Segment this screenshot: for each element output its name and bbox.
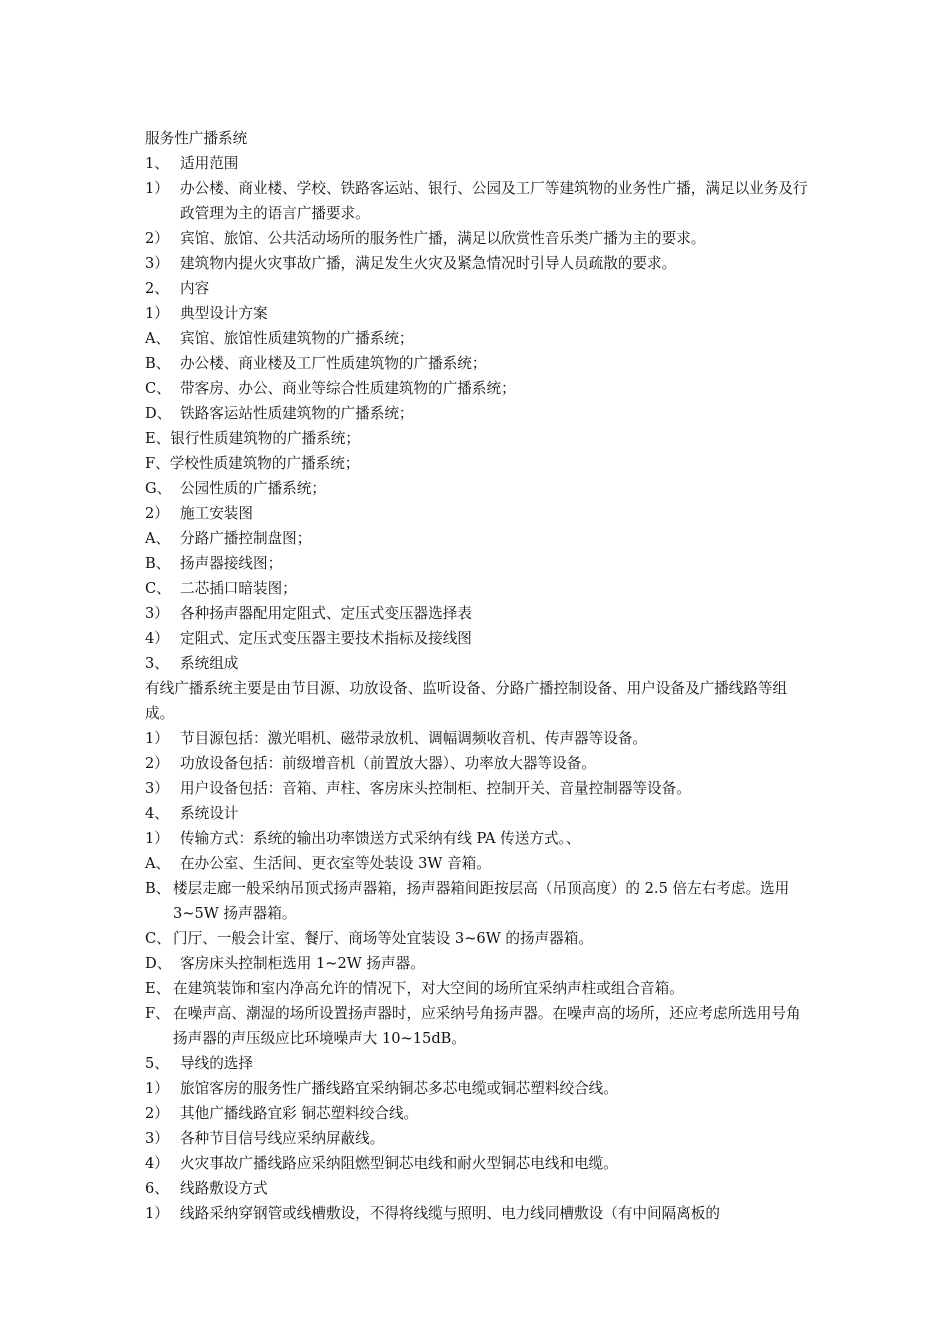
list-item-number: 2） [145,1105,169,1122]
list-item [145,326,810,351]
list-item-text: 公园性质的广播系统； [180,480,326,497]
list-item [145,626,810,651]
list-item-text: 办公楼、商业楼及工厂性质建筑物的广播系统； [180,355,487,372]
list-item-text: 线路采纳穿钢管或线槽敷设，不得将线缆与照明、电力线同槽敷设（有中间隔离板的 [180,1205,720,1222]
list-item-number: 4） [145,1155,169,1172]
list-item-number: 1） [145,730,169,747]
list-item-number: 2） [145,230,169,247]
list-item-number: 2） [145,755,169,772]
list-item-text: 定阻式、定压式变压器主要技术指标及接线图 [180,630,472,647]
list-item [145,951,810,976]
list-item-text: 办公楼、商业楼、学校、铁路客运站、银行、公园及工厂等建筑物的业务性广播，满足以业务及行政管理为主的语言广播要求。 [180,180,808,222]
list-item-text: 铁路客运站性质建筑物的广播系统； [180,405,414,422]
list-item [145,1076,810,1101]
paragraph: E、银行性质建筑物的广播系统； [145,430,360,447]
list-item-text: 各种节目信号线应采纳屏蔽线。 [180,1130,385,1147]
list-item-text: 客房床头控制柜选用 1~2W 扬声器。 [180,955,425,972]
list-item-text: 适用范围 [180,155,239,172]
list-item-number: 3） [145,605,169,622]
document-title: 服务性广播系统 [145,130,248,147]
list-item-text: 楼层走廊一般采纳吊顶式扬声器箱，扬声器箱间距按层高（吊顶高度）的 2.5 倍左右考虑。选用 3~5W 扬声器箱。 [173,880,794,922]
list-item-text: 内容 [180,280,210,297]
list-item-text: 典型设计方案 [180,305,268,322]
list-item [145,876,810,926]
list-item-number: B、 [145,555,171,572]
list-item-text: 传输方式：系统的输出功率馈送方式采纳有线 PA 传送方式。、 [180,830,581,847]
list-item-number: D、 [145,405,172,422]
document-blocks [145,151,810,1226]
list-item-text: 旅馆客房的服务性广播线路宜采纳铜芯多芯电缆或铜芯塑料绞合线。 [180,1080,618,1097]
list-item-text: 系统组成 [180,655,239,672]
list-item [145,301,810,326]
list-item-number: A、 [145,330,171,347]
list-item-text: 各种扬声器配用定阻式、定压式变压器选择表 [180,605,472,622]
list-item [145,476,810,501]
list-item-number: 1） [145,1080,169,1097]
document-body [145,126,810,1226]
list-item [145,1201,810,1226]
list-item-text: 在办公室、生活间、更衣室等处装设 3W 音箱。 [180,855,491,872]
list-item [145,276,810,301]
list-item-number: 1） [145,305,169,322]
list-item [145,526,810,551]
list-item-number: C、 [145,930,171,947]
list-item-text: 在建筑装饰和室内净高允许的情况下，对大空间的场所宜采纳声柱或组合音箱。 [173,980,684,997]
list-item-text: 其他广播线路宜彩 铜芯塑料绞合线。 [180,1105,419,1122]
list-item-text: 火灾事故广播线路应采纳阻燃型铜芯电线和耐火型铜芯电线和电缆。 [180,1155,618,1172]
list-item-number: 1） [145,830,169,847]
list-item [145,1101,810,1126]
list-item-number: 3、 [145,655,169,672]
list-item [145,801,810,826]
paragraph: F、学校性质建筑物的广播系统； [145,455,360,472]
list-item-number: 1） [145,180,169,197]
list-item [145,551,810,576]
list-item-text: 系统设计 [180,805,239,822]
list-item-number: G、 [145,480,172,497]
list-item [145,1126,810,1151]
list-item-text: 施工安装图 [180,505,253,522]
list-item [145,651,810,676]
list-item [145,226,810,251]
list-item-number: 6、 [145,1180,169,1197]
list-item [145,726,810,751]
list-item-text: 节目源包括：激光唱机、磁带录放机、调幅调频收音机、传声器等设备。 [180,730,648,747]
list-item [145,376,810,401]
list-item [145,776,810,801]
list-item [145,1176,810,1201]
list-item-number: 1、 [145,155,169,172]
list-item-number: A、 [145,855,171,872]
list-item [145,851,810,876]
list-item-text: 宾馆、旅馆性质建筑物的广播系统； [180,330,414,347]
list-item-number: 4） [145,630,169,647]
list-item-number: 3） [145,780,169,797]
list-item [145,1151,810,1176]
list-item [145,926,810,951]
list-item-text: 门厅、一般会计室、餐厅、商场等处宜装设 3~6W 的扬声器箱。 [173,930,593,947]
list-item-text: 在噪声高、潮湿的场所设置扬声器时，应采纳号角扬声器。在噪声高的场所，还应考虑所选用号角扬声器的声压级应比环境噪声大 10~15dB。 [173,1005,801,1047]
list-item-number: 2） [145,505,169,522]
list-item-text: 导线的选择 [180,1055,253,1072]
list-item-number: B、 [145,880,171,897]
list-item-number: F、 [145,1005,170,1022]
list-item [145,601,810,626]
list-item [145,976,810,1001]
list-item-number: B、 [145,355,171,372]
list-item-number: 3） [145,255,169,272]
list-item-number: 5、 [145,1055,169,1072]
list-item-number: C、 [145,380,171,397]
list-item [145,1001,810,1051]
list-item-number: E、 [145,980,171,997]
list-item-text: 线路敷设方式 [180,1180,268,1197]
list-item-text: 功放设备包括：前级增音机（前置放大器）、功率放大器等设备。 [180,755,596,772]
list-item [145,751,810,776]
list-item-text: 宾馆、旅馆、公共活动场所的服务性广播，满足以欣赏性音乐类广播为主的要求。 [180,230,706,247]
list-item-number: A、 [145,530,171,547]
list-item [145,826,810,851]
list-item [145,351,810,376]
list-item-text: 建筑物内提火灾事故广播，满足发生火灾及紧急情况时引导人员疏散的要求。 [180,255,677,272]
list-item-text: 二芯插口暗装图； [180,580,297,597]
list-item-number: D、 [145,955,172,972]
list-item [145,1051,810,1076]
list-item-text: 用户设备包括：音箱、声柱、客房床头控制柜、控制开关、音量控制器等设备。 [180,780,691,797]
list-item [145,176,810,226]
list-item-text: 带客房、办公、商业等综合性质建筑物的广播系统； [180,380,516,397]
list-item [145,501,810,526]
list-item-number: 3） [145,1130,169,1147]
list-item [145,251,810,276]
list-item-number: 4、 [145,805,169,822]
list-item-number: 2、 [145,280,169,297]
paragraph: 有线广播系统主要是由节目源、功放设备、监听设备、分路广播控制设备、用户设备及广播线路等组成。 [145,680,788,722]
list-item-number: C、 [145,580,171,597]
list-item-number: 1） [145,1205,169,1222]
list-item-text: 分路广播控制盘图； [180,530,312,547]
list-item [145,401,810,426]
list-item [145,151,810,176]
list-item [145,576,810,601]
list-item-text: 扬声器接线图； [180,555,283,572]
